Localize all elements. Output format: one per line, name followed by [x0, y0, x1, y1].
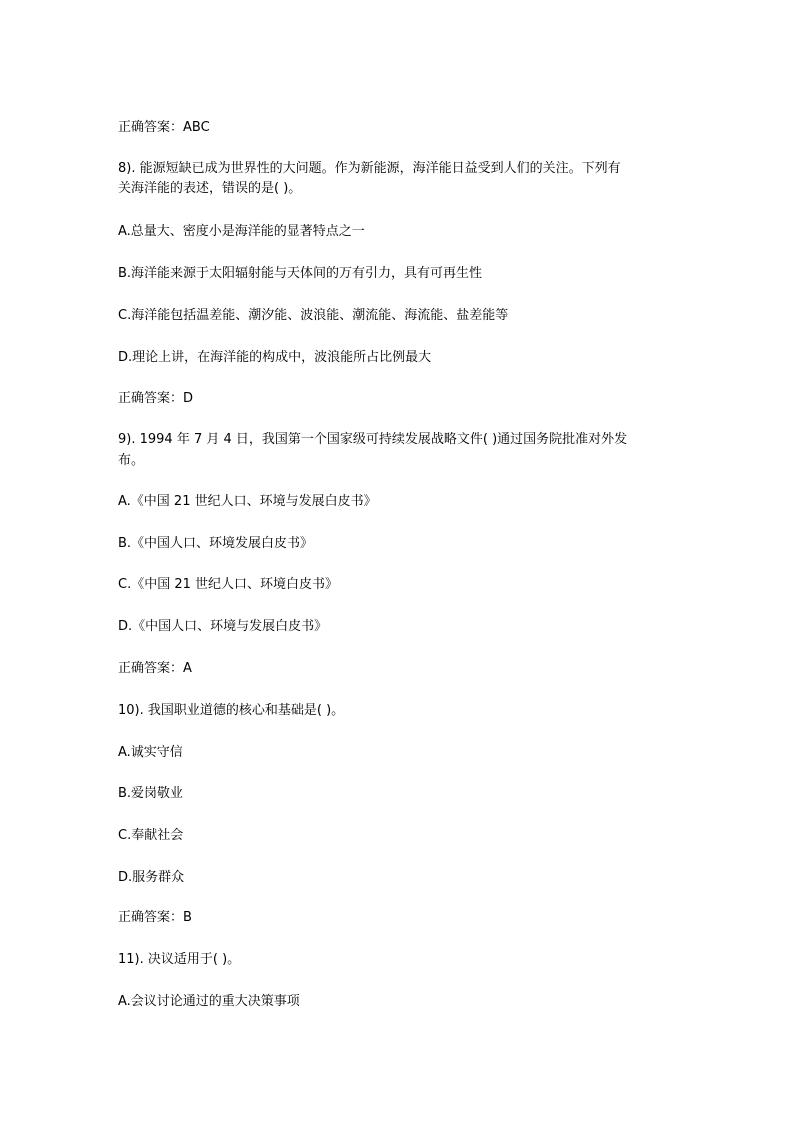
answer-text: 正确答案：B — [118, 910, 192, 925]
option-text: B.《中国人口、环境发展白皮书》 — [118, 536, 314, 551]
option-text: B.海洋能来源于太阳辐射能与天体间的万有引力，具有可再生性 — [118, 266, 483, 281]
option-text: C.奉献社会 — [118, 828, 184, 843]
question-stem-continued: 布。 — [118, 453, 145, 468]
option-text: D.理论上讲，在海洋能的构成中，波浪能所占比例最大 — [118, 350, 432, 365]
answer-text: 正确答案：ABC — [118, 120, 210, 135]
option-text: B.爱岗敬业 — [118, 786, 184, 801]
question-stem: 8). 能源短缺已成为世界性的大问题。作为新能源，海洋能日益受到人们的关注。下列有 — [118, 161, 621, 176]
question-stem: 10). 我国职业道德的核心和基础是( )。 — [118, 703, 345, 718]
option-text: A.诚实守信 — [118, 745, 183, 760]
question-stem-continued: 关海洋能的表述，错误的是( )。 — [118, 181, 302, 196]
question-stem: 9). 1994 年 7 月 4 日，我国第一个国家级可持续发展战略文件( )通过国务院批准对外发 — [118, 432, 628, 447]
option-text: C.《中国 21 世纪人口、环境白皮书》 — [118, 577, 339, 592]
option-text: D.服务群众 — [118, 870, 185, 885]
option-text: D.《中国人口、环境与发展白皮书》 — [118, 619, 328, 634]
answer-text: 正确答案：A — [118, 661, 192, 676]
option-text: A.总量大、密度小是海洋能的显著特点之一 — [118, 224, 365, 239]
option-text: A.会议讨论通过的重大决策事项 — [118, 994, 300, 1009]
answer-text: 正确答案：D — [118, 391, 194, 406]
question-stem: 11). 决议适用于( )。 — [118, 952, 241, 967]
option-text: A.《中国 21 世纪人口、环境与发展白皮书》 — [118, 494, 377, 509]
option-text: C.海洋能包括温差能、潮汐能、波浪能、潮流能、海流能、盐差能等 — [118, 308, 509, 323]
